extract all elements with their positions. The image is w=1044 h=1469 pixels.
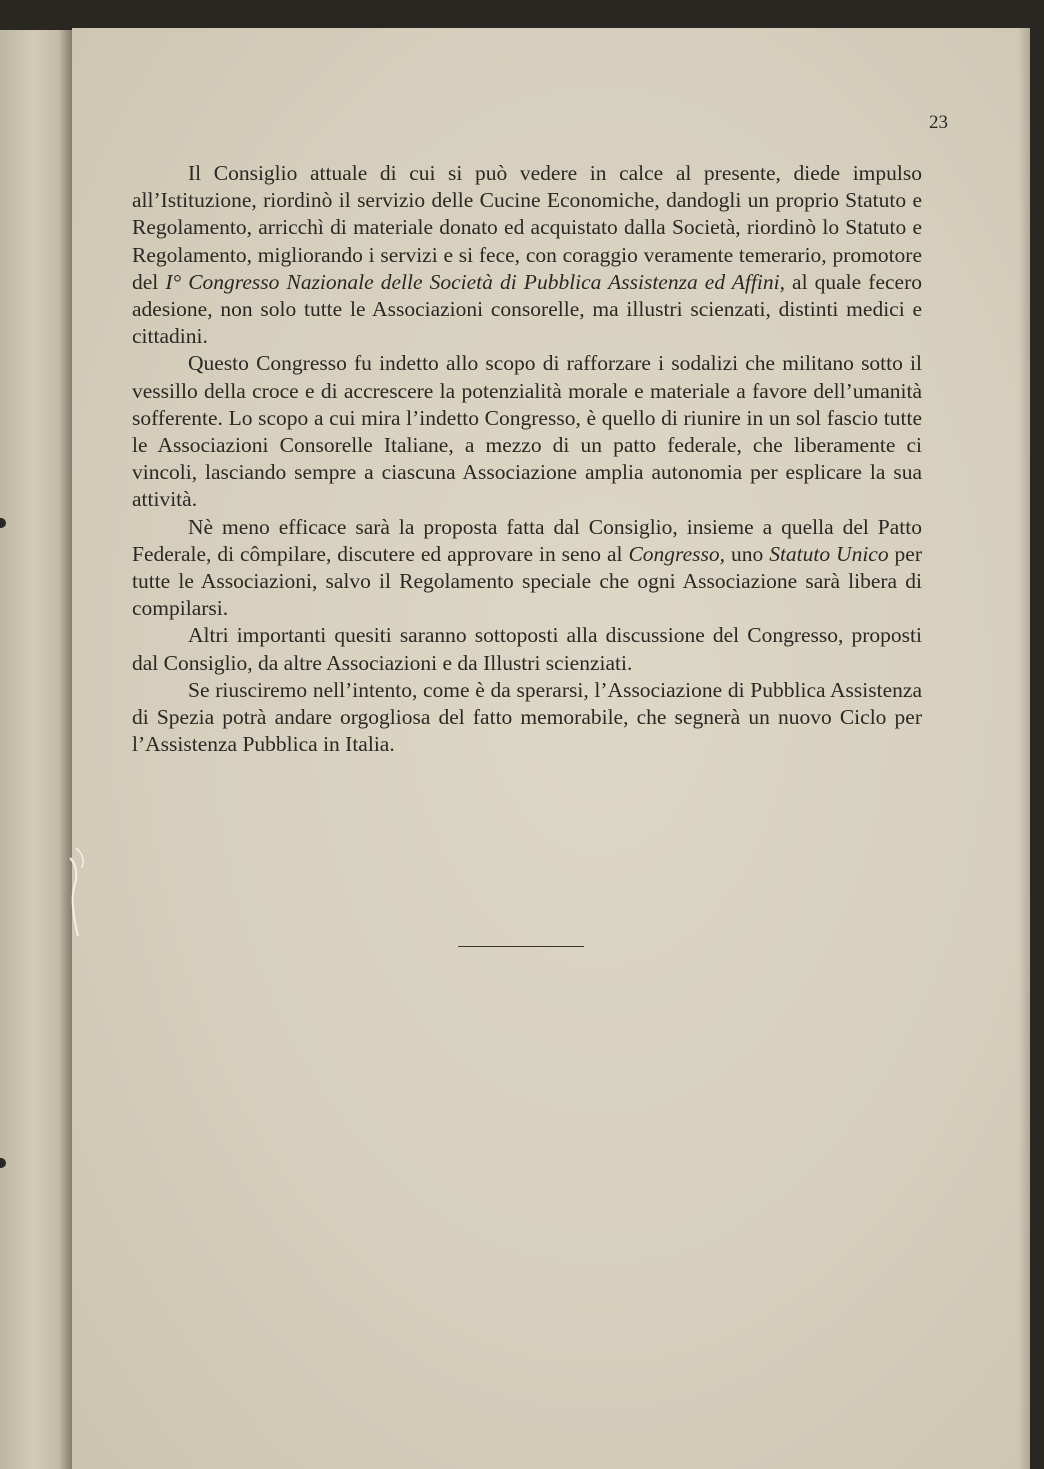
text-run: Nè meno efficace sarà la proposta fatta dal Consiglio, insieme a quella del Patto Federale, di cômpilare, discutere ed approvare in seno al: [132, 514, 922, 566]
binding-mark: [0, 1158, 6, 1168]
page-edge-shadow: [1018, 28, 1030, 1469]
text-run: Altri importanti quesiti saranno sottoposti alla discussione del Congresso, proposti dal Consiglio, da altre Associazioni e da Illustri scienziati.: [132, 623, 922, 675]
section-divider: [458, 946, 584, 947]
text-run: per tutte le Associazioni, salvo il Regolamento speciale che ogni Associazione sarà libera di compilarsi.: [132, 541, 923, 621]
italic-text: I° Congresso Nazionale delle Società di Pubblica Assistenza ed Affini,: [165, 269, 785, 294]
paragraph: [132, 677, 922, 759]
body-text: [132, 160, 922, 758]
paragraph: [132, 350, 922, 513]
document-page: [72, 28, 1030, 1469]
page-number: 23: [929, 112, 948, 133]
binding-thread: [66, 848, 96, 938]
paragraph: [132, 160, 922, 350]
text-run: Questo Congresso fu indetto allo scopo di rafforzare i sodalizi che militano sotto il vessillo della croce e di accrescere la potenzialità morale e materiale a favore dell’umanità sofferente. Lo scopo a cui mira l’indetto Congresso, è quello di riunire in un sol fascio tutte le Associazioni Consorelle Italiane, a mezzo di un patto federale, che liberamente ci vincoli, lasciando sempre a ciascuna Associazione amplia autonomia per esplicare la sua attività.: [132, 351, 922, 512]
paragraph: [132, 622, 922, 676]
text-run: al quale fecero adesione, non solo tutte le Associazioni consorelle, ma illustri scienzati, distinti medici e cittadini.: [132, 269, 922, 349]
text-run: Se riusciremo nell’intento, come è da sperarsi, l’Associazione di Pubblica Assistenza di Spezia potrà andare orgogliosa del fatto memorabile, che segnerà un nuovo Ciclo per l’Assistenza Pubblica in Italia.: [132, 677, 922, 757]
italic-text: Statuto Unico: [769, 541, 889, 566]
binding-mark: [0, 518, 6, 528]
text-run: uno: [725, 541, 770, 566]
paragraph: [132, 514, 922, 623]
text-run: Il Consiglio attuale di cui si può vedere in calce al presente, diede impulso all’Istituzione, riordinò il servizio delle Cucine Economiche, dandogli un proprio Statuto e Regolamento, arricchì di materiale donato ed acquistato dalla Società, riordinò lo Statuto e Regolamento, migliorando i servizi e si fece, con coraggio veramente temerario, promotore del: [132, 161, 922, 294]
italic-text: Congresso,: [628, 541, 726, 566]
